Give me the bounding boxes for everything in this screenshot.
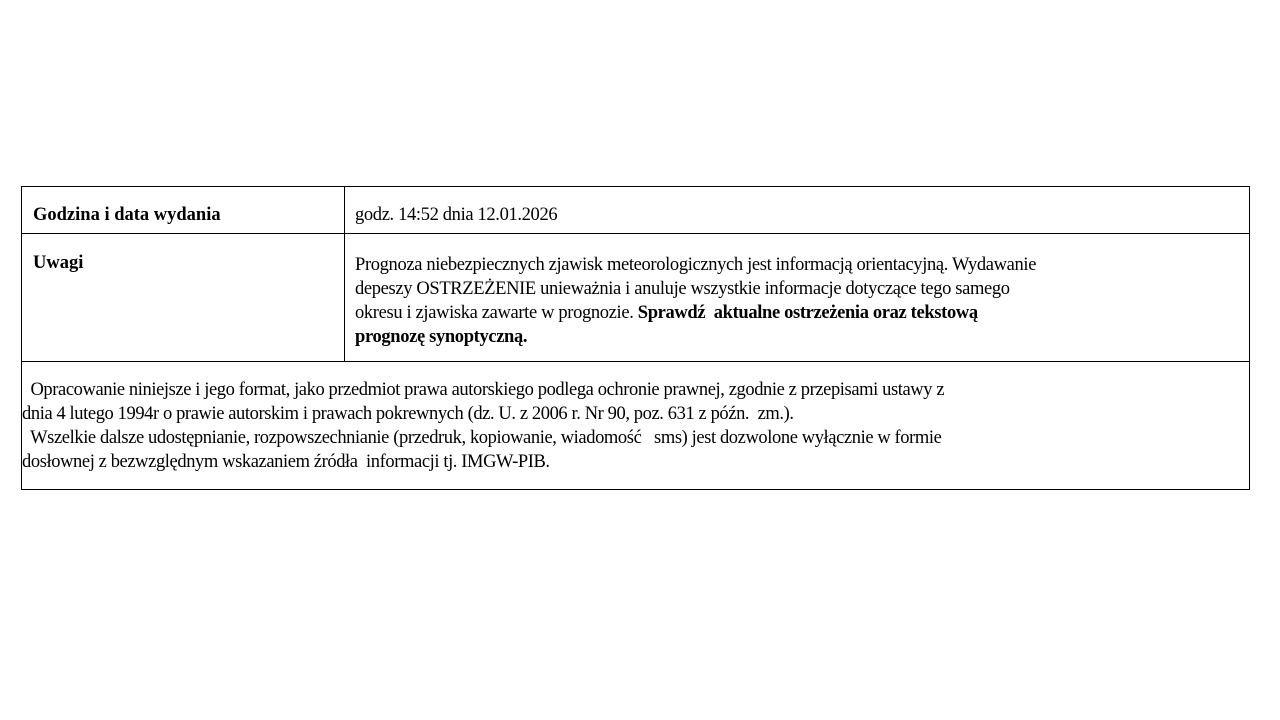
remarks-line <box>355 325 1036 349</box>
copyright-line: Opracowanie niniejsze i jego format, jako przedmiot prawa autorskiego podlega ochronie prawnej, zgodnie z przepisami ustawy z <box>22 380 945 400</box>
remarks-line-text: okresu i zjawiska zawarte w prognozie. <box>355 303 638 323</box>
table-row-remarks <box>22 234 1249 362</box>
remarks-bold-text: prognozę synoptyczną. <box>355 327 528 347</box>
info-table <box>21 186 1250 490</box>
remarks-line: depeszy OSTRZEŻENIE unieważnia i anuluje wszystkie informacje dotyczące tego samego <box>355 279 1010 299</box>
remarks-bold-text: Sprawdź aktualne ostrzeżenia oraz tekstową <box>637 303 978 323</box>
copyright-line: dnia 4 lutego 1994r o prawie autorskim i prawach pokrewnych (dz. U. z 2006 r. Nr 90, poz. 631 z późn. zm.). <box>22 404 794 424</box>
remarks-label: Uwagi <box>33 253 84 273</box>
remarks-line: Prognoza niebezpiecznych zjawisk meteorologicznych jest informacją orientacyjną. Wydawanie <box>355 255 1037 275</box>
remarks-text <box>355 253 1036 349</box>
copyright-line: Wszelkie dalsze udostępnianie, rozpowszechnianie (przedruk, kopiowanie, wiadomość sms) jest dozwolone wyłącznie w formie <box>22 428 942 448</box>
copyright-text <box>22 378 944 474</box>
copyright-line: dosłownej z bezwzględnym wskazaniem źródła informacji tj. IMGW-PIB. <box>22 452 550 472</box>
table-row-issue-time <box>22 187 1249 234</box>
issue-time-value: godz. 14:52 dnia 12.01.2026 <box>355 205 558 225</box>
remarks-line <box>355 301 1036 325</box>
copyright-footer <box>22 362 1249 490</box>
issue-time-label: Godzina i data wydania <box>33 205 221 225</box>
